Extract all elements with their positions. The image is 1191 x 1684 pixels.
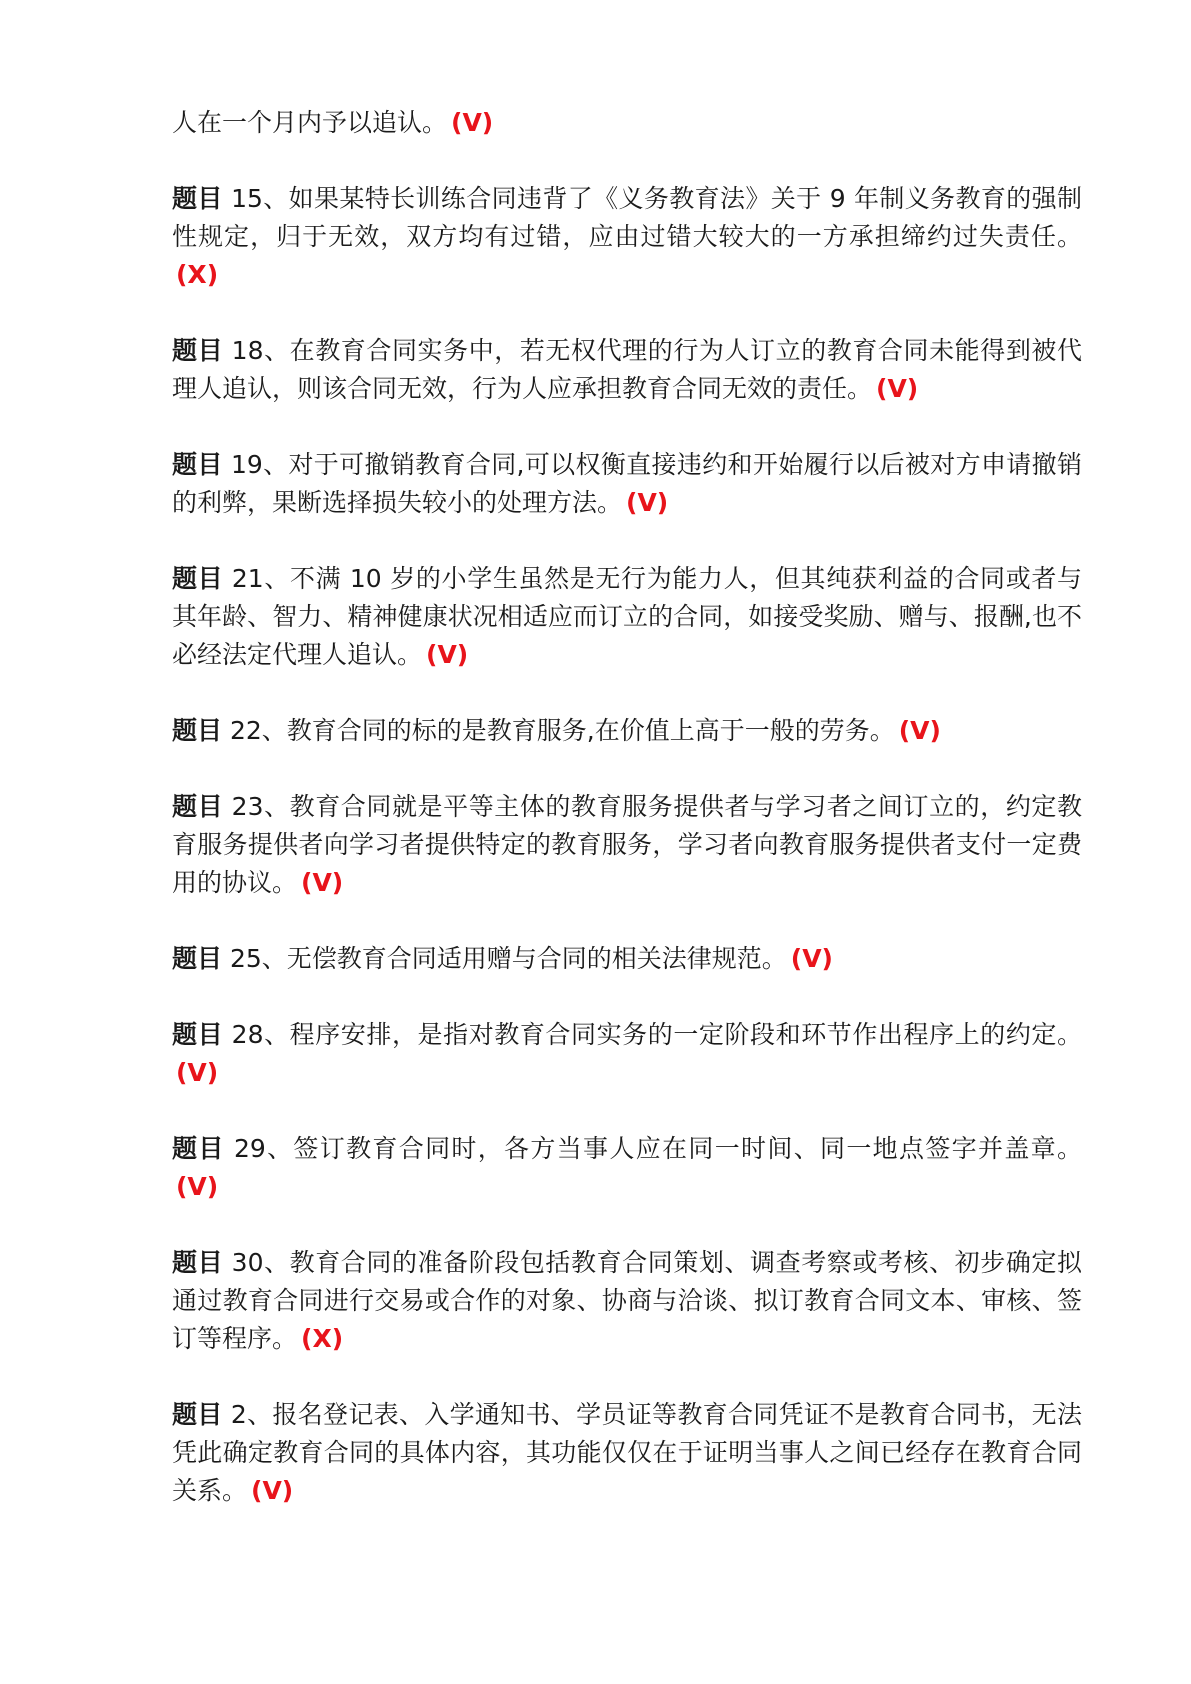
answer-mark: (X) <box>301 1324 344 1353</box>
answer-mark: (V) <box>426 640 469 669</box>
question-label: 题目 <box>172 716 223 745</box>
question-label: 题目 <box>172 184 223 213</box>
question-label: 题目 <box>172 1134 225 1163</box>
question-text: 人在一个月内予以追认。 <box>172 108 448 137</box>
question-item-5 <box>172 712 1082 750</box>
question-item-7 <box>172 940 1082 978</box>
question-label: 题目 <box>172 1400 223 1429</box>
answer-mark: (V) <box>176 1172 219 1201</box>
question-item-8 <box>172 1016 1082 1092</box>
document-page <box>172 104 1082 1548</box>
question-item-1 <box>172 180 1082 294</box>
answer-mark: (V) <box>876 374 919 403</box>
question-label: 题目 <box>172 944 223 973</box>
answer-mark: (V) <box>898 716 941 745</box>
question-text: 25、无偿教育合同适用赠与合同的相关法律规范。 <box>222 944 787 973</box>
answer-mark: (V) <box>251 1476 294 1505</box>
question-item-10 <box>172 1244 1082 1358</box>
question-item-6 <box>172 788 1082 902</box>
question-text: 30、教育合同的准备阶段包括教育合同策划、调查考察或考核、初步确定拟通过教育合同进行交易或合作的对象、协商与洽谈、拟订教育合同文本、审核、签订等程序。 <box>172 1248 1082 1353</box>
question-label: 题目 <box>172 564 224 593</box>
question-label: 题目 <box>172 792 224 821</box>
question-item-2 <box>172 332 1082 408</box>
question-text: 21、不满 10 岁的小学生虽然是无行为能力人，但其纯获利益的合同或者与其年龄、智力、精神健康状况相适应而订立的合同，如接受奖励、赠与、报酬,也不必经法定代理人追认。 <box>172 564 1082 669</box>
question-text: 19、对于可撤销教育合同,可以权衡直接违约和开始履行以后被对方申请撤销的利弊，果断选择损失较小的处理方法。 <box>172 450 1082 517</box>
question-label: 题目 <box>172 1020 224 1049</box>
question-text: 18、在教育合同实务中，若无权代理的行为人订立的教育合同未能得到被代理人追认，则该合同无效，行为人应承担教育合同无效的责任。 <box>172 336 1082 403</box>
question-text: 2、报名登记表、入学通知书、学员证等教育合同凭证不是教育合同书，无法凭此确定教育合同的具体内容，其功能仅仅在于证明当事人之间已经存在教育合同关系。 <box>172 1400 1082 1505</box>
question-label: 题目 <box>172 336 224 365</box>
question-text: 28、程序安排，是指对教育合同实务的一定阶段和环节作出程序上的约定。 <box>223 1020 1082 1049</box>
answer-mark: (V) <box>176 1058 219 1087</box>
question-item-4 <box>172 560 1082 674</box>
question-item-11 <box>172 1396 1082 1510</box>
answer-mark: (V) <box>451 108 494 137</box>
question-text: 22、教育合同的标的是教育服务,在价值上高于一般的劳务。 <box>222 716 895 745</box>
question-item-0 <box>172 104 1082 142</box>
answer-mark: (V) <box>626 488 669 517</box>
answer-mark: (V) <box>301 868 344 897</box>
question-text: 15、如果某特长训练合同违背了《义务教育法》关于 9 年制义务教育的强制性规定，归于无效，双方均有过错，应由过错大较大的一方承担缔约过失责任。 <box>172 184 1082 251</box>
answer-mark: (V) <box>790 944 833 973</box>
question-label: 题目 <box>172 450 223 479</box>
question-text: 29、签订教育合同时，各方当事人应在同一时间、同一地点签字并盖章。 <box>224 1134 1082 1163</box>
question-label: 题目 <box>172 1248 224 1277</box>
question-item-3 <box>172 446 1082 522</box>
answer-mark: (X) <box>176 260 219 289</box>
question-text: 23、教育合同就是平等主体的教育服务提供者与学习者之间订立的，约定教育服务提供者向学习者提供特定的教育服务，学习者向教育服务提供者支付一定费用的协议。 <box>172 792 1082 897</box>
question-item-9 <box>172 1130 1082 1206</box>
